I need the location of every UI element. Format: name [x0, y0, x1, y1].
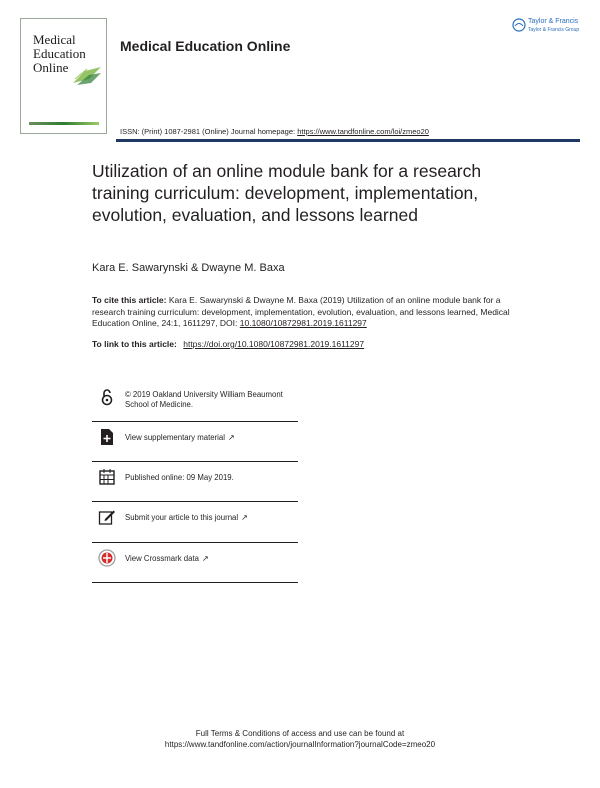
divider	[92, 582, 298, 583]
edit-icon	[98, 508, 116, 526]
journal-homepage-link[interactable]: https://www.tandfonline.com/loi/zmeo20	[297, 127, 429, 136]
document-plus-icon	[98, 428, 116, 446]
supplementary-link[interactable]	[125, 433, 235, 443]
article-url-link[interactable]: https://doi.org/10.1080/10872981.2019.1611297	[183, 339, 365, 349]
external-link-icon: ↗	[201, 554, 209, 563]
copyright-text: © 2019 Oakland University William Beaumont School of Medicine.	[125, 390, 283, 409]
divider	[92, 421, 298, 422]
cover-title: Medical Education Online	[33, 32, 86, 75]
publisher-name: Taylor & Francis Taylor & Francis Group	[528, 18, 580, 33]
divider	[92, 542, 298, 543]
supplementary-row[interactable]	[92, 428, 298, 450]
external-link-icon: ↗	[241, 513, 248, 522]
footer-line-1: Full Terms & Conditions of access and use can be found at	[195, 729, 405, 738]
divider	[92, 461, 298, 462]
journal-name[interactable]: Medical Education Online	[120, 38, 291, 54]
article-title: Utilization of an online module bank for a research training curriculum: development, implementation, evolution, evaluation, and lessons learned	[92, 161, 482, 225]
article-authors: Kara E. Sawarynski & Dwayne M. Baxa	[92, 262, 285, 274]
publisher-logo[interactable]	[510, 16, 590, 38]
published-row	[92, 468, 298, 490]
footer-url[interactable]: https://www.tandfonline.com/action/journalInformation?journalCode=zmeo20	[164, 740, 436, 749]
issn-line: ISSN: (Print) 1087-2981 (Online) Journal homepage: https://www.tandfonline.com/loi/zmeo20	[120, 127, 429, 136]
cover-graphic-icon	[71, 65, 103, 89]
link-label: To link to this article:	[92, 339, 177, 349]
calendar-icon	[98, 468, 116, 486]
crossmark-row[interactable]	[92, 549, 298, 571]
external-link-icon: ↗	[227, 433, 235, 442]
cover-bar	[29, 122, 99, 125]
journal-cover	[20, 18, 107, 134]
submit-link[interactable]	[125, 513, 248, 523]
link-line	[92, 339, 364, 349]
publisher-logo-icon	[512, 18, 526, 32]
footer	[100, 728, 500, 750]
submit-label[interactable]: Submit your article to this journal	[125, 513, 239, 522]
header-rule	[116, 139, 580, 142]
crossmark-label[interactable]: View Crossmark data	[125, 554, 199, 563]
supplementary-label[interactable]: View supplementary material	[125, 433, 225, 442]
open-access-icon	[98, 388, 116, 406]
divider	[92, 501, 298, 502]
citation-text: Kara E. Sawarynski & Dwayne M. Baxa (2019) Utilization of an online module bank for a research training curriculum: development, implementation, evolution, evaluation, and lessons learned, Medical Education Online, 24:1, 1611297, DOI:	[92, 295, 510, 328]
crossmark-link[interactable]	[125, 554, 209, 564]
copyright-row	[92, 388, 298, 420]
citation-block	[92, 295, 522, 330]
submit-row[interactable]	[92, 508, 298, 530]
published-text: Published online: 09 May 2019.	[125, 473, 234, 482]
crossmark-icon	[98, 549, 116, 567]
doi-link[interactable]: 10.1080/10872981.2019.1611297	[239, 318, 367, 328]
citation-label: To cite this article:	[92, 295, 167, 305]
